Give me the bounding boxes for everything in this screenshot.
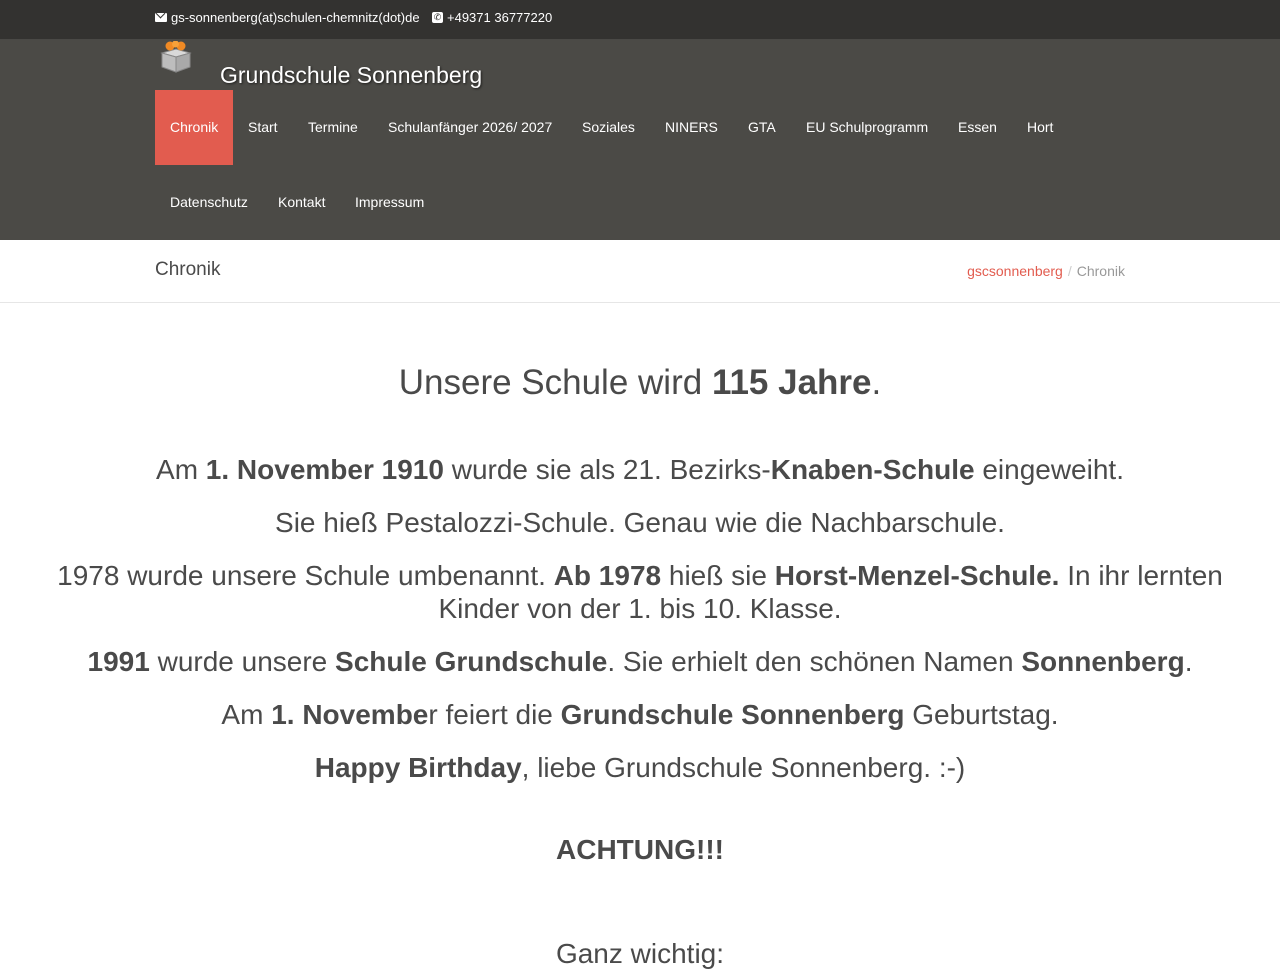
achtung-heading: ACHTUNG!!! (556, 834, 724, 865)
nav-item-hort[interactable]: Hort (1027, 119, 1054, 135)
nav-item-impressum[interactable]: Impressum (355, 194, 425, 210)
p1-text-e: eingeweiht. (974, 454, 1124, 485)
p3-text-a: 1978 wurde unsere Schule umbenannt. (57, 560, 554, 591)
p4-bold-a: 1991 (87, 646, 150, 677)
p3-text-c: hieß sie (661, 560, 775, 591)
p6-text-b: , liebe Grundschule Sonnenberg. :-) (521, 752, 966, 783)
p4-bold-c: Schule Grundschule (335, 646, 608, 677)
p6-bold-a: Happy Birthday (314, 752, 522, 783)
p4-text-b: wurde unsere (149, 646, 336, 677)
nav-item-chronik[interactable]: Chronik (155, 90, 233, 165)
p5-text-e: Geburtstag. (904, 699, 1059, 730)
top-contact-bar (0, 0, 1280, 40)
breadcrumb-home-link[interactable]: gscsonnenberg (967, 263, 1063, 279)
breadcrumb-current: Chronik (1076, 263, 1125, 279)
page-title-bar (0, 240, 1280, 303)
wichtig-text: Ganz wichtig: (555, 938, 725, 969)
phone-text[interactable]: +49371 36777220 (447, 10, 553, 25)
site-title[interactable]: Grundschule Sonnenberg (220, 62, 483, 88)
nav-item-schulanfaenger[interactable]: Schulanfänger 2026/ 2027 (388, 119, 553, 135)
nav-item-eu-schulprogramm[interactable]: EU Schulprogramm (806, 119, 929, 135)
p1-bold-d: Knaben-Schule (770, 454, 975, 485)
nav-item-kontakt[interactable]: Kontakt (278, 194, 326, 210)
nav-item-start[interactable]: Start (248, 119, 278, 135)
nav-item-datenschutz[interactable]: Datenschutz (170, 194, 248, 210)
breadcrumb-separator: / (1067, 263, 1072, 279)
p5-text-c: r feiert die (428, 699, 561, 730)
phone-icon: ✆ (433, 12, 442, 22)
nav-item-essen[interactable]: Essen (958, 119, 997, 135)
headline (0, 363, 1280, 403)
p1-bold-b: 1. November 1910 (205, 454, 444, 485)
paragraph-3 (15, 559, 1265, 625)
paragraph-1 (15, 453, 1265, 486)
p4-text-d: . Sie erhielt den schönen Namen (607, 646, 1022, 677)
paragraph-4 (15, 645, 1265, 678)
headline-text: Unsere Schule wird (398, 363, 712, 402)
school-logo[interactable] (157, 41, 195, 73)
email-contact[interactable] (155, 10, 420, 25)
phone-contact[interactable] (432, 10, 552, 25)
nav-item-gta[interactable]: GTA (748, 119, 776, 135)
headline-bold: 115 Jahre (711, 363, 872, 402)
page-title: Chronik (155, 259, 221, 280)
p4-bold-e: Sonnenberg (1021, 646, 1185, 677)
paragraph-5 (15, 698, 1265, 731)
email-text[interactable]: gs-sonnenberg(at)schulen-chemnitz(dot)de (171, 10, 420, 25)
nav-item-niners[interactable]: NINERS (665, 119, 718, 135)
p1-text-c: wurde sie als 21. Bezirks- (443, 454, 771, 485)
paragraph-6 (15, 751, 1265, 784)
p5-bold-b: 1. Novembe (271, 699, 429, 730)
p3-bold-d: Horst-Menzel-Schule. (774, 560, 1060, 591)
nav-item-termine[interactable]: Termine (308, 119, 358, 135)
paragraph-2: Sie hieß Pestalozzi-Schule. Genau wie die Nachbarschule. (275, 507, 1005, 538)
headline-end: . (871, 363, 882, 402)
p5-text-a: Am (221, 699, 272, 730)
nav-item-soziales[interactable]: Soziales (582, 119, 635, 135)
p5-bold-d: Grundschule Sonnenberg (560, 699, 905, 730)
p3-bold-b: Ab 1978 (553, 560, 662, 591)
breadcrumb (967, 263, 1125, 279)
p3-text-e: In ihr lernten Kinder von der 1. bis 10. Klasse. (438, 560, 1223, 624)
p1-text-a: Am (156, 454, 206, 485)
site-header (0, 40, 1280, 240)
p4-text-f: . (1184, 646, 1193, 677)
envelope-icon (155, 13, 167, 22)
